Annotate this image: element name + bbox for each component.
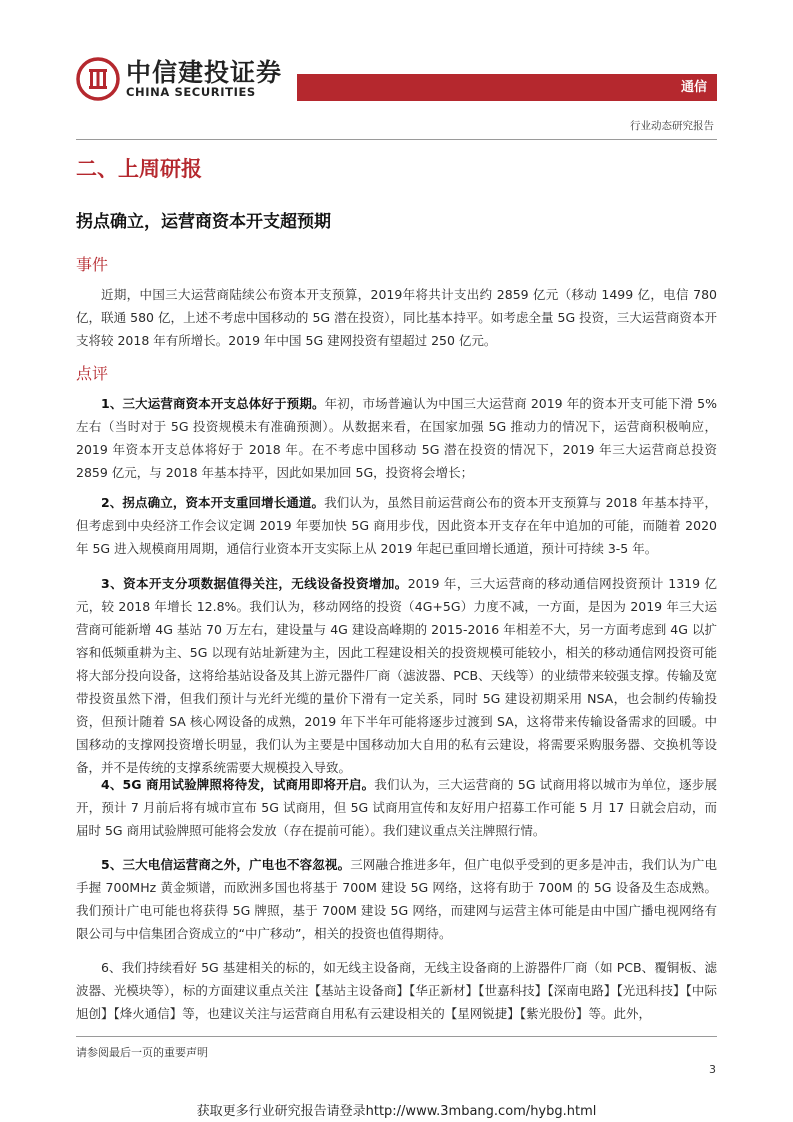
comment-body-6: 6、我们持续看好 5G 基建相关的标的，如无线主设备商，无线主设备商的上游器件厂商（如 PCB、覆铜板、滤波器、光模块等），标的方面建议重点关注【基站主设备商】【华正新材】【世嘉科技】【深南电路】【光迅科技】【中际旭创】【烽火通信】等，也建议关注与运营商自用私有云建设相关的【星网锐捷】【紫光股份】等。此外， — [76, 960, 717, 1021]
comment-paragraph-3 — [76, 572, 717, 779]
logo-chinese-name: 中信建投证券 — [126, 58, 283, 87]
citic-logo-icon — [76, 57, 120, 101]
comment-body-5: 三网融合推进多年，但广电似乎受到的更多是冲击，我们认为广电手握 700MHz 黄金频谱，而欧洲多国也将基于 700M 建设 5G 网络，这将有助于 700M 的 5G 设备及生态成熟。我们预计广电可能也将获得 5G 牌照，基于 700M 建设 5G 网络，而建网与运营主体可能是由中国广播电视网络有限公司与中信集团合资成立的“中广移动”，相关的投资也值得期待。 — [76, 857, 717, 941]
page-number: 3 — [709, 1063, 716, 1076]
comment-body-1: 年初，市场普遍认为中国三大运营商 2019 年的资本开支可能下滑 5%左右（当时对于 5G 投资规模未有准确预测）。从数据来看，在国家加强 5G 推动力的情况下，运营商积极响应，2019 年资本开支总体将好于 2018 年。在不考虑中国移动 5G 潜在投资的情况下，2019 年三大运营商总投资 2859 亿元，与 2018 年基本持平，因此如果加回 5G，投资将会增长； — [76, 396, 717, 480]
disclaimer: 请参阅最后一页的重要声明 — [76, 1046, 208, 1059]
section-title: 二、上周研报 — [76, 157, 202, 181]
sector-label: 通信 — [680, 80, 707, 95]
event-paragraph — [76, 283, 717, 352]
logo-english-name: CHINA SECURITIES — [126, 85, 256, 99]
comment-lead-5: 5、三大电信运营商之外，广电也不容忽视。 — [101, 857, 351, 872]
article-title: 拐点确立，运营商资本开支超预期 — [76, 212, 331, 232]
download-note: 获取更多行业研究报告请登录http://www.3mbang.com/hybg.html — [196, 1104, 597, 1119]
comment-lead-1: 1、三大运营商资本开支总体好于预期。 — [101, 396, 325, 411]
company-logo — [76, 57, 282, 101]
comment-paragraph-4 — [76, 773, 717, 842]
header-divider — [76, 139, 717, 140]
comment-paragraph-2 — [76, 491, 717, 560]
event-body: 近期，中国三大运营商陆续公布资本开支预算，2019年将共计支出约 2859 亿元（移动 1499 亿，电信 780 亿，联通 580 亿，上述不考虑中国移动的 5G 潜在投资），同比基本持平。如考虑全量 5G 投资，三大运营商资本开支将较 2018 年有所增长。2019 年中国 5G 建网投资有望超过 250 亿元。 — [76, 287, 717, 348]
comment-paragraph-5 — [76, 853, 717, 945]
comment-lead-4: 4、5G 商用试验牌照将待发，试商用即将开启。 — [101, 777, 375, 792]
comment-lead-3: 3、资本开支分项数据值得关注，无线设备投资增加。 — [101, 576, 408, 591]
comment-body-2: 我们认为，虽然目前运营商公布的资本开支预算与 2018 年基本持平，但考虑到中央经济工作会议定调 2019 年要加快 5G 商用步伐，因此资本开支存在年中追加的可能，而随着 2020 年 5G 进入规模商用周期，通信行业资本开支实际上从 2019 年起已重回增长通道，预计可持续 3-5 年。 — [76, 495, 718, 556]
comment-paragraph-1 — [76, 392, 717, 484]
report-type: 行业动态研究报告 — [630, 120, 714, 132]
comment-lead-2: 2、拐点确立，资本开支重回增长通道。 — [101, 495, 325, 510]
event-heading: 事件 — [76, 255, 109, 274]
footer-divider — [76, 1036, 717, 1037]
comment-body-3: 2019 年，三大运营商的移动通信网投资预计 1319 亿元，较 2018 年增长 12.8%。我们认为，移动网络的投资（4G+5G）力度不减，一方面，是因为 2019 年三大运营商可能新增 4G 基站 70 万左右，建设量与 4G 建设高峰期的 2015-2016 年相差不大，另一方面考虑到 4G 以扩容和低频重耕为主、5G 以现有站址新建为主，因此工程建设相关的投资规模可能较小，相关的移动通信网投资可能将大部分投向设备，这将给基站设备及其上游元器件厂商（滤波器、PCB、天线等）的业绩带来较强支撑。传输及宽带投资虽然下滑，但我们预计与光纤光缆的量价下滑有一定关系，同时 5G 建设初期采用 NSA，也会制约传输投资，但预计随着 SA 核心网设备的成熟，2019 年下半年可能将逐步过渡到 SA，这将带来传输设备需求的回暖。中国移动的支撑网投资增长明显，我们认为主要是中国移动加大自用的私有云建设，将需要采购服务器、交换机等设备，并不是传统的支撑系统需要大规模投入导致。 — [76, 576, 717, 775]
header-bar — [297, 74, 717, 101]
comment-heading: 点评 — [76, 364, 109, 383]
comment-paragraph-6 — [76, 956, 717, 1025]
comment-body-4: 我们认为，三大运营商的 5G 试商用将以城市为单位，逐步展开，预计 7 月前后将有城市宣布 5G 试商用，但 5G 试商用宣传和友好用户招募工作可能 5 月 17 日就会启动，而届时 5G 商用试验牌照可能将会发放（存在提前可能）。我们建议重点关注牌照行情。 — [76, 777, 717, 838]
